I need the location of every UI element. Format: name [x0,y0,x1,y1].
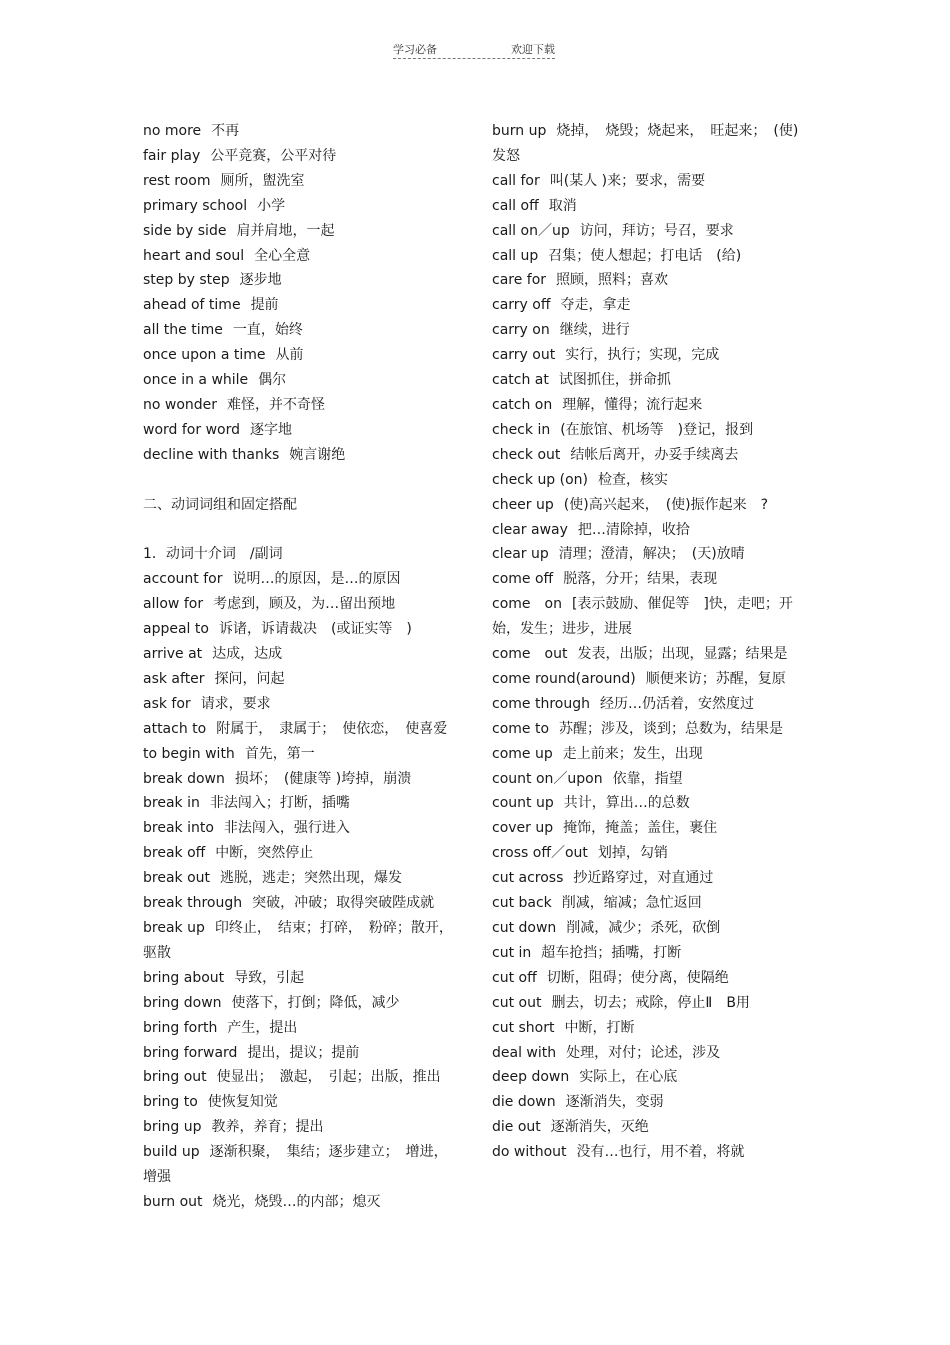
phrase-term: carry off [492,297,551,314]
phrase-term: do without [492,1144,567,1161]
phrase-term: break through [143,895,243,912]
phrase-term: cut in [492,944,532,961]
phrase-term: ask after [143,670,205,687]
phrase-meaning: [表示鼓励、催促等 ]快，走吧；开始，发生；进步，进展 [492,596,793,638]
right-column [492,119,808,1165]
phrase-entry [492,767,808,792]
phrase-meaning: 导致，引起 [234,969,305,986]
phrase-entry [492,293,808,318]
phrase-meaning: 结帐后离开，办妥手续离去 [570,446,739,463]
phrase-meaning: 产生，提出 [227,1019,298,1036]
phrase-entry [492,418,808,443]
phrase-entry [492,268,808,293]
phrase-entry [492,717,808,742]
phrase-term: cross off／out [492,845,588,862]
header-right-text: 欢迎下载 [511,43,555,56]
phrase-term: side by side [143,222,227,239]
phrase-term: clear away [492,521,568,538]
phrase-meaning: 逐渐积聚， 集结；逐步建立； 增进，增强 [143,1144,448,1186]
phrase-term: come to [492,720,550,737]
phrase-meaning: 逐步地 [239,272,282,289]
phrase-entry [143,617,455,642]
phrase-entry [143,742,455,767]
phrase-term: cut across [492,870,564,887]
phrase-meaning: 试图抓住，拼命抓 [558,372,671,389]
phrase-entry [492,1016,808,1041]
phrase-term: come through [492,695,590,712]
phrase-entry [143,767,455,792]
phrase-term: count on／upon [492,770,603,787]
phrase-meaning: 检查，核实 [598,471,669,488]
phrase-term: all the time [143,322,223,339]
phrase-meaning: 照顾，照料；喜欢 [556,272,669,289]
phrase-meaning: 说明…的原因，是…的原因 [232,571,401,588]
phrase-entry [143,916,455,966]
phrase-entry [492,542,808,567]
phrase-term: attach to [143,720,207,737]
phrase-term: to begin with [143,745,235,762]
phrase-meaning: 没有…也行，用不着，将就 [576,1144,745,1161]
phrase-term: break off [143,845,206,862]
phrase-meaning: 使显出； 激起， 引起；出版，推出 [216,1069,441,1086]
phrase-meaning: 抄近路穿过，对直通过 [573,870,714,887]
phrase-term: check up (on) [492,471,589,488]
phrase-meaning: 烧光，烧毁…的内部；熄灭 [212,1193,381,1210]
phrase-entry [492,219,808,244]
phrase-meaning: 脱落，分开；结果，表现 [563,571,718,588]
phrase-entry [143,194,455,219]
phrase-entry [492,443,808,468]
phrase-meaning: 考虑到，顾及，为…留出预地 [213,596,396,613]
phrase-term: call for [492,172,540,189]
phrase-meaning: 肩并肩地，一起 [236,222,335,239]
phrase-term: cut out [492,994,542,1011]
phrase-entry [143,1041,455,1066]
phrase-term: ahead of time [143,297,241,314]
phrase-entry [492,343,808,368]
phrase-meaning: 达成，达成 [212,646,283,662]
phrase-term: word for word [143,421,240,438]
phrase-term: call on／up [492,222,570,239]
phrase-meaning: 诉诸，诉请裁决 (或证实等 ) [218,621,412,638]
phrase-meaning: 切断，阻碍；使分离，使隔绝 [546,969,729,986]
phrase-term: count up [492,795,554,812]
phrase-entry [492,1065,808,1090]
phrase-meaning: 附属于， 隶属于； 使依恋， 使喜爱 [216,720,448,737]
phrase-term: break out [143,870,211,887]
phrase-term: primary school [143,197,248,214]
phrase-entry [143,642,455,667]
phrase-meaning: 婉言谢绝 [289,446,346,463]
phrase-term: care for [492,272,547,289]
phrase-entry [143,866,455,891]
phrase-term: allow for [143,596,204,613]
phrase-meaning: 损坏； (健康等 )垮掉，崩溃 [234,770,412,787]
phrase-entry [143,268,455,293]
phrase-entry [143,567,455,592]
phrase-term: come out [492,646,568,663]
phrase-entry [143,991,455,1016]
phrase-meaning: 处理，对付；论述，涉及 [566,1044,721,1061]
phrase-meaning: 夺走，拿走 [560,297,631,314]
phrase-meaning: 中断，打断 [564,1019,635,1036]
phrase-term: bring about [143,969,225,986]
phrase-entry [492,194,808,219]
phrase-term: appeal to [143,621,209,638]
phrase-meaning: 经历…仍活着，安然度过 [599,695,754,712]
phrase-meaning: 理解，懂得；流行起来 [562,396,703,413]
phrase-meaning: 发表，出版；出现，显露；结果是 [577,646,788,663]
phrase-entry [492,742,808,767]
phrase-entry [143,368,455,393]
phrase-term: burn out [143,1193,203,1210]
phrase-meaning: 共计，算出…的总数 [563,795,690,812]
blank-line [143,468,455,493]
phrase-entry [492,318,808,343]
phrase-entry [143,667,455,692]
phrase-term: cover up [492,820,554,837]
phrase-term: bring forth [143,1019,218,1036]
phrase-entry [143,418,455,443]
phrase-entry [492,468,808,493]
phrase-term: no wonder [143,396,218,413]
phrase-term: burn up [492,123,547,139]
phrase-meaning: 烧掉， 烧毁；烧起来， 旺起来； (使)发怒 [492,123,799,164]
phrase-entry [492,841,808,866]
phrase-term: come off [492,571,554,588]
phrase-term: carry out [492,347,556,364]
phrase-meaning: 召集；使人想起；打电话 (给) [548,247,742,264]
phrase-entry [143,343,455,368]
phrase-entry [492,692,808,717]
phrase-entry [492,368,808,393]
phrase-term: bring forward [143,1044,238,1061]
phrase-term: ask for [143,695,191,712]
phrase-meaning: 首先，第一 [244,745,315,762]
phrase-meaning: 走上前来；发生，出现 [562,745,703,762]
phrase-meaning: 请求，要求 [200,695,271,712]
phrase-meaning: 公平竞赛，公平对待 [210,147,337,164]
phrase-meaning: (使)高兴起来， (使)振作起来 ? [563,496,769,513]
phrase-entry [143,1190,455,1215]
phrase-entry [143,816,455,841]
phrase-entry [143,293,455,318]
phrase-meaning: 删去，切去；戒除，停止Ⅱ B用 [551,994,750,1011]
phrase-entry [492,518,808,543]
phrase-meaning: 非法闯入，强行进入 [223,820,350,837]
phrase-term: decline with thanks [143,446,280,463]
phrase-entry [143,318,455,343]
phrase-entry [492,791,808,816]
phrase-meaning: 取消 [548,197,577,214]
phrase-meaning: 提出，提议；提前 [247,1044,360,1061]
phrase-meaning: 划掉，勾销 [597,845,668,862]
phrase-entry [492,966,808,991]
phrase-term: fair play [143,147,201,164]
phrase-meaning: 小学 [257,197,286,214]
phrase-term: call up [492,247,539,264]
phrase-entry [143,1090,455,1115]
phrase-meaning: 不再 [211,123,240,139]
phrase-term: rest room [143,172,211,189]
phrase-entry [143,692,455,717]
phrase-meaning: 继续，进行 [559,322,630,339]
phrase-meaning: 超车抢挡；插嘴，打断 [541,944,682,961]
phrase-term: break into [143,820,214,837]
phrase-entry [492,1140,808,1165]
phrase-meaning: 削减，减少；杀死，砍倒 [566,920,721,936]
phrase-term: build up [143,1144,200,1161]
phrase-meaning: 厕所，盥洗室 [220,172,305,189]
phrase-entry [143,219,455,244]
section-heading: 二、动词词组和固定搭配 [143,496,297,513]
phrase-entry [492,1115,808,1140]
phrase-meaning: 使恢复知觉 [207,1094,278,1111]
phrase-entry [143,891,455,916]
phrase-term: check in [492,421,551,438]
phrase-meaning: 从前 [275,347,304,364]
phrase-term: check out [492,446,561,463]
phrase-term: deal with [492,1044,557,1061]
phrase-term: once upon a time [143,347,266,364]
phrase-term: no more [143,123,202,139]
phrase-term: break in [143,795,200,812]
phrase-entry [492,916,808,941]
phrase-term: arrive at [143,646,203,662]
phrase-term: cut off [492,969,537,986]
phrase-entry [143,841,455,866]
phrase-meaning: 顺便来访；苏醒，复原 [645,670,786,687]
phrase-term: deep down [492,1069,570,1086]
phrase-entry [492,393,808,418]
phrase-meaning: 偶尔 [258,372,287,389]
phrase-term: come round(around) [492,670,636,687]
phrase-term: come up [492,745,553,762]
phrase-term: bring down [143,994,222,1011]
phrase-term: bring to [143,1094,198,1111]
phrase-entry [492,493,808,518]
phrase-meaning: 非法闯入；打断，插嘴 [209,795,350,812]
phrase-meaning: 苏醒；涉及，谈到；总数为，结果是 [559,720,784,737]
phrase-meaning: 实际上，在心底 [579,1069,678,1086]
phrase-entry [143,443,455,468]
phrase-entry [143,1065,455,1090]
phrase-entry [143,717,455,742]
phrase-entry [492,119,808,169]
phrase-meaning: 把…清除掉，收拾 [577,521,690,538]
phrase-term: call off [492,197,539,214]
phrase-term: catch at [492,372,549,389]
phrase-entry [492,244,808,269]
phrase-entry [492,642,808,667]
phrase-term: break up [143,919,205,936]
phrase-term: die down [492,1094,556,1111]
phrase-meaning: 访问，拜访；号召，要求 [579,222,734,239]
phrase-meaning: 逐字地 [249,421,292,438]
phrase-meaning: 逐渐消失，灭绝 [550,1119,649,1136]
phrase-entry [143,393,455,418]
phrase-term: once in a while [143,372,249,389]
phrase-entry [492,1090,808,1115]
phrase-entry [143,966,455,991]
phrase-meaning: 一直，始终 [232,322,303,339]
phrase-entry [492,891,808,916]
phrase-meaning: (在旅馆、机场等 )登记，报到 [560,421,754,438]
phrase-entry [143,169,455,194]
phrase-entry [492,592,808,642]
phrase-meaning: 削减，缩减；急忙返回 [561,895,702,912]
phrase-meaning: 清理；澄清，解决； (天)放晴 [558,546,745,563]
phrase-meaning: 突破，冲破；取得突破陛成就 [252,895,435,912]
phrase-term: account for [143,571,223,588]
phrase-term: clear up [492,546,549,563]
phrase-entry [143,1140,455,1190]
phrase-entry [492,816,808,841]
phrase-entry [492,941,808,966]
header-left-text: 学习必备 [393,43,437,56]
phrase-term: carry on [492,322,550,339]
phrase-meaning: 教养，养育；提出 [211,1119,324,1136]
phrase-meaning: 使落下，打倒；降低，减少 [231,994,400,1011]
phrase-term: heart and soul [143,247,245,264]
phrase-meaning: 依靠，指望 [612,770,683,787]
phrase-entry [492,991,808,1016]
phrase-entry [143,1115,455,1140]
phrase-entry [492,169,808,194]
phrase-term: break down [143,770,225,787]
phrase-meaning: 全心全意 [254,247,311,264]
phrase-term: die out [492,1119,541,1136]
blank-line [143,517,455,542]
phrase-term: bring up [143,1119,202,1136]
phrase-entry [492,866,808,891]
page-header [393,40,555,59]
phrase-entry [143,592,455,617]
phrase-meaning: 叫(某人 )来；要求，需要 [549,172,706,189]
phrase-term: cut back [492,895,552,912]
phrase-term: step by step [143,272,230,289]
phrase-term: come on [492,596,562,613]
phrase-meaning: 逐渐消失，变弱 [565,1094,664,1111]
phrase-entry [143,244,455,269]
phrase-meaning: 印终止， 结束；打碎， 粉碎；散开，驱散 [143,919,453,961]
phrase-meaning: 实行，执行；实现，完成 [565,347,720,364]
phrase-entry [143,144,455,169]
phrase-meaning: 中断，突然停止 [215,845,314,862]
phrase-meaning: 掩饰，掩盖；盖住，裹住 [563,820,718,837]
phrase-meaning: 逃脱，逃走；突然出现，爆发 [220,870,403,887]
phrase-term: cut short [492,1019,555,1036]
phrase-entry [143,791,455,816]
phrase-term: catch on [492,396,553,413]
phrase-entry [143,119,455,144]
phrase-entry [143,1016,455,1041]
phrase-entry [492,567,808,592]
phrase-meaning: 探问，问起 [214,670,285,687]
phrase-term: cut down [492,920,557,936]
phrase-meaning: 提前 [250,297,279,314]
phrase-meaning: 难怪，并不奇怪 [227,396,326,413]
phrase-term: bring out [143,1069,207,1086]
section-heading: 1．动词十介词 /副词 [143,546,283,563]
phrase-entry [492,667,808,692]
phrase-term: cheer up [492,496,554,513]
phrase-entry [492,1041,808,1066]
left-column [143,119,455,1215]
